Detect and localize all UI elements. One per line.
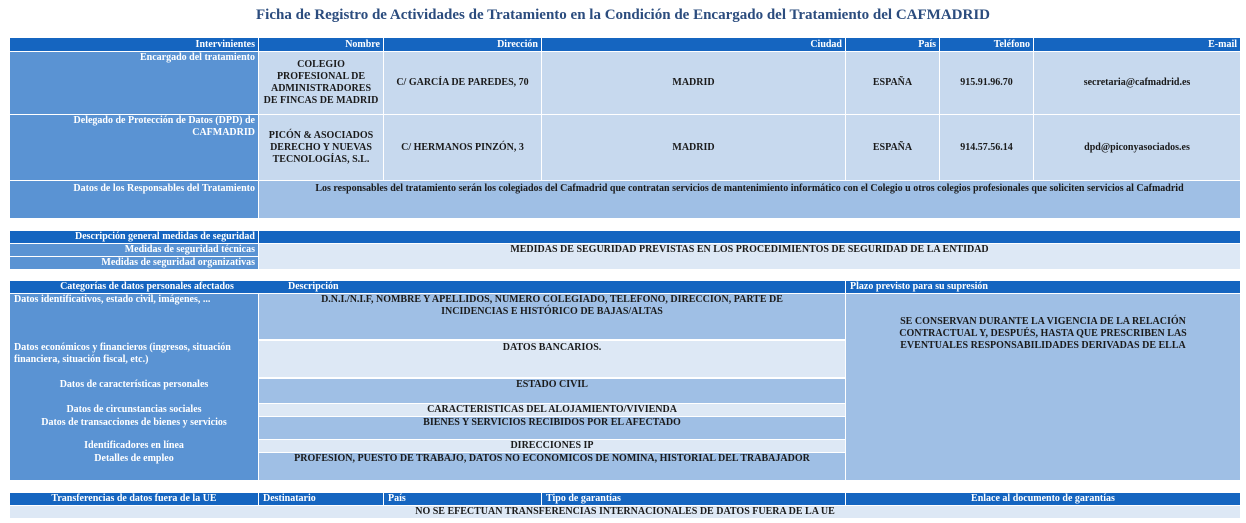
categoria-desc-circunstancias: CARACTERÍSTICAS DEL ALOJAMIENTO/VIVIENDA	[259, 404, 845, 416]
dpd-email[interactable]: dpd@piconyasociados.es	[1034, 115, 1240, 180]
encargado-nombre: COLEGIO PROFESIONAL DE ADMINISTRADORES DE FINCAS DE MADRID	[259, 52, 383, 114]
encargado-direccion: C/ GARCÍA DE PAREDES, 70	[384, 52, 541, 114]
categoria-desc-transacciones: BIENES Y SERVICIOS RECIBIDOS POR EL AFECTADO	[259, 417, 845, 439]
encargado-ciudad: MADRID	[542, 52, 845, 114]
header-telefono: Teléfono	[940, 38, 1033, 51]
categoria-desc-identificativos: D.N.I./N.I.F, NOMBRE Y APELLIDOS, NÚMERO COLEGIADO, TELÉFONO, DIRECCIÓN, PARTE DE INCIDENCIAS E HISTÓRICO DE BAJAS/ALTAS	[259, 294, 845, 339]
header-direccion: Dirección	[384, 38, 541, 51]
responsables-text: Los responsables del tratamiento serán los colegiados del Cafmadrid que contratan servicios de mantenimiento informático con el Colegio u otros colegios profesionales que soliciten servicios al Cafmadrid	[259, 181, 1240, 218]
dpd-telefono: 914.57.56.14	[940, 115, 1033, 180]
categoria-label-identificativos: Datos identificativos, estado civil, imágenes, ...	[10, 294, 258, 306]
header-nombre: Nombre	[259, 38, 383, 51]
seguridad-value: MEDIDAS DE SEGURIDAD PREVISTAS EN LOS PROCEDIMIENTOS DE SEGURIDAD DE LA ENTIDAD	[259, 244, 1240, 269]
encargado-telefono: 915.91.96.70	[940, 52, 1033, 114]
dpd-pais: ESPAÑA	[846, 115, 939, 180]
plazo-value: SE CONSERVAN DURANTE LA VIGENCIA DE LA RELACIÓN CONTRACTUAL Y, DESPUÉS, HASTA QUE PRESCRIBEN LAS EVENTUALES RESPONSABILIDADES DERIVADAS DE ELLA	[846, 294, 1240, 480]
plazo-header: Plazo previsto para su supresión	[846, 281, 1240, 293]
categoria-desc-identificadores: DIRECCIONES IP	[259, 440, 845, 452]
encargado-label: Encargado del tratamiento	[10, 52, 258, 114]
header-pais: País	[846, 38, 939, 51]
encargado-email[interactable]: secretaria@cafmadrid.es	[1034, 52, 1240, 114]
dpd-direccion: C/ HERMANOS PINZÓN, 3	[384, 115, 541, 180]
categorias-header: Categorías de datos personales afectados	[10, 281, 284, 293]
transferencias-value: NO SE EFECTUAN TRANSFERENCIAS INTERNACIONALES DE DATOS FUERA DE LA UE	[10, 506, 1240, 518]
seguridad-header-fill	[259, 231, 1240, 243]
categoria-label-caracteristicas: Datos de características personales	[10, 379, 258, 393]
categoria-label-economicos: Datos económicos y financieros (ingresos, situación financiera, situación fiscal, etc.)	[10, 341, 258, 377]
header-email: E-mail	[1034, 38, 1240, 51]
header-ciudad: Ciudad	[542, 38, 845, 51]
dpd-nombre: PICÓN & ASOCIADOS DERECHO Y NUEVAS TECNOLOGÍAS, S.L.	[259, 115, 383, 180]
seguridad-header: Descripción general medidas de seguridad	[10, 231, 258, 243]
page-title: Ficha de Registro de Actividades de Tratamiento en la Condición de Encargado del Tratamiento del CAFMADRID	[255, 7, 990, 23]
transferencias-pais-header: País	[384, 493, 541, 505]
dpd-label: Delegado de Protección de Datos (DPD) de CAFMADRID	[10, 115, 258, 180]
transferencias-header: Transferencias de datos fuera de la UE	[10, 493, 258, 505]
dpd-ciudad: MADRID	[542, 115, 845, 180]
enlace-garantias-header: Enlace al documento de garantías	[846, 493, 1240, 505]
header-intervinientes: Intervinientes	[10, 38, 258, 51]
categoria-desc-caracteristicas: ESTADO CIVIL	[259, 379, 845, 403]
categoria-label-transacciones: Datos de transacciones de bienes y servicios	[10, 417, 258, 429]
categoria-desc-empleo: PROFESIÓN, PUESTO DE TRABAJO, DATOS NO ECONÓMICOS DE NÓMINA, HISTORIAL DEL TRABAJADOR	[259, 453, 845, 480]
encargado-pais: ESPAÑA	[846, 52, 939, 114]
responsables-label: Datos de los Responsables del Tratamiento	[10, 181, 258, 218]
categoria-label-circunstancias: Datos de circunstancias sociales	[10, 404, 258, 416]
destinatario-header: Destinatario	[259, 493, 383, 505]
tipo-garantias-header: Tipo de garantías	[542, 493, 845, 505]
categoria-desc-economicos: DATOS BANCARIOS.	[259, 341, 845, 377]
seguridad-organizativas-label: Medidas de seguridad organizativas	[10, 257, 258, 269]
seguridad-tecnicas-label: Medidas de seguridad técnicas	[10, 244, 258, 256]
categoria-label-empleo: Detalles de empleo	[10, 453, 258, 465]
categoria-label-identificadores: Identificadores en línea	[10, 440, 258, 452]
descripcion-header: Descripción	[284, 281, 845, 293]
